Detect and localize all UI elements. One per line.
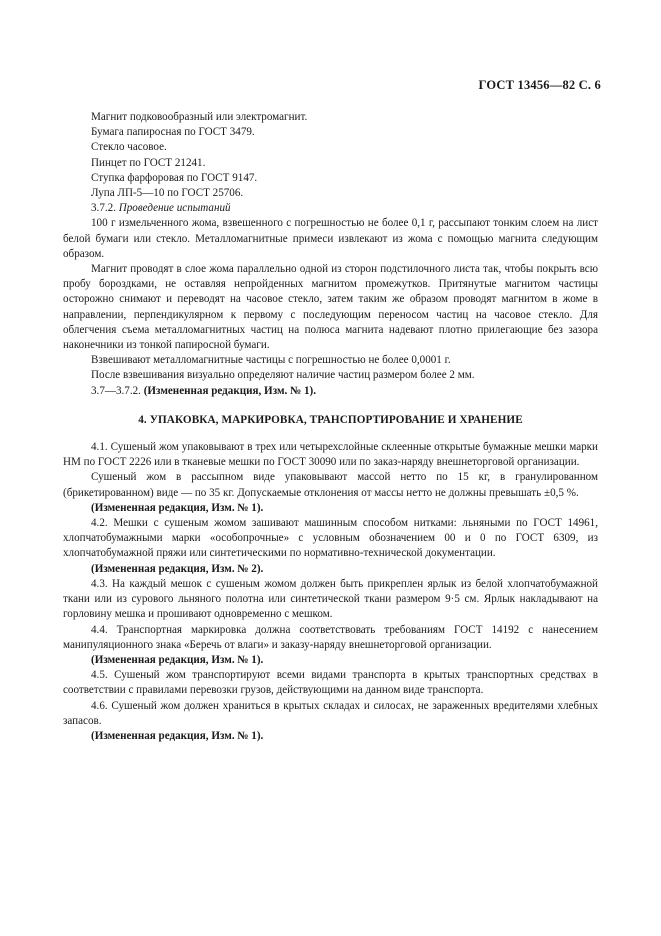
paragraph: Магнит проводят в слое жома параллельно одной из сторон подстилочного листа так, чтобы покрыть всю пробу бороздками, не оставляя непройденных магнитом промежутков. Притянутые магнитом частицы осторожно снимают и переводят на часовое стекло, затем таким же образом проводят магнитом в жоме в направлении, перпендикулярном к первому с последующим переносом частиц на часовое стекло. Для облегчения съема металломагнитных частиц на полюса магнита надевают плотно прилегающие без зазора наконечники из тонкой папиросной бумаги.	[63, 263, 598, 352]
amendment-line	[63, 384, 598, 399]
amendment-note: (Измененная редакция, Изм. № 1).	[91, 729, 264, 742]
paragraph: 4.5. Сушеный жом транспортируют всеми видами транспорта в крытых транспортных средствах в соответствии с правилами перевозки грузов, действующими на данном виде транспорта.	[63, 669, 598, 697]
subsection-number: 3.7.2.	[91, 202, 116, 215]
list-item: Стекло часовое.	[91, 141, 167, 154]
list-item: Лупа ЛП-5—10 по ГОСТ 25706.	[91, 187, 244, 200]
list-item: Бумага папиросная по ГОСТ 3479.	[91, 126, 255, 139]
page-header: ГОСТ 13456—82 С. 6	[478, 78, 601, 92]
paragraph: 4.4. Транспортная маркировка должна соответствовать требованиям ГОСТ 14192 с нанесением манипуляционного знака «Беречь от влаги» и заказу-наряду внешнеторговой организации.	[63, 623, 598, 651]
clause-range: 3.7—3.7.2.	[91, 384, 141, 397]
paragraph: Взвешивают металломагнитные частицы с погрешностью не более 0,0001 г.	[91, 354, 451, 367]
paragraph: Сушеный жом в рассыпном виде упаковывают массой нетто по 15 кг, в гранулированном (брикетированном) виде — по 35 кг. Допускаемые отклонения от массы нетто не должны превышать ±0,5 %.	[63, 471, 598, 499]
amendment-note: (Измененная редакция, Изм. № 1).	[91, 501, 264, 514]
list-item: Пинцет по ГОСТ 21241.	[91, 156, 206, 169]
subsection-title: Проведение испытаний	[118, 202, 231, 215]
paragraph: 4.6. Сушеный жом должен храниться в крытых складах и силосах, не зараженных вредителями хлебных запасов.	[63, 699, 598, 727]
paragraph: 100 г измельченного жома, взвешенного с погрешностью не более 0,1 г, рассыпают тонким слоем на лист белой бумаги или стекло. Металломагнитные примеси извлекают из жома с помощью магнита следующим образом.	[63, 217, 598, 260]
paragraph: 4.2. Мешки с сушеным жомом зашивают машинным способом нитками: льняными по ГОСТ 14961, хлопчатобумажными марки «особопрочные» с условным обозначением 00 и 0 по ГОСТ 6309, из хлопчатобумажной пряжи или синтетическими по нормативно-технической документации.	[63, 517, 598, 560]
amendment-note: (Измененная редакция, Изм. № 2).	[91, 562, 264, 575]
page-content	[63, 110, 598, 744]
section-title: 4. УПАКОВКА, МАРКИРОВКА, ТРАНСПОРТИРОВАНИЕ И ХРАНЕНИЕ	[138, 413, 523, 426]
list-item: Магнит подковообразный или электромагнит.	[91, 111, 308, 123]
amendment-note: (Измененная редакция, Изм. № 1).	[91, 653, 264, 666]
amendment-note: (Измененная редакция, Изм. № 1).	[143, 384, 317, 397]
paragraph: 4.3. На каждый мешок с сушеным жомом должен быть прикреплен ярлык из белой хлопчатобумажной ткани или из сурового льняного полотна или синтетической ткани размером 9·5 см. Ярлык накладывают на горловину мешка и прошивают одновременно с мешком.	[63, 577, 598, 621]
subsection-heading	[63, 201, 598, 216]
paragraph: 4.1. Сушеный жом упаковывают в трех или четырехслойные склеенные открытые бумажные мешки марки НМ по ГОСТ 2226 или в тканевые мешки по ГОСТ 30090 или по заказ-наряду внешнеторговой организации.	[63, 441, 598, 469]
paragraph: После взвешивания визуально определяют наличие частиц размером более 2 мм.	[91, 369, 475, 382]
list-item: Ступка фарфоровая по ГОСТ 9147.	[91, 171, 258, 184]
